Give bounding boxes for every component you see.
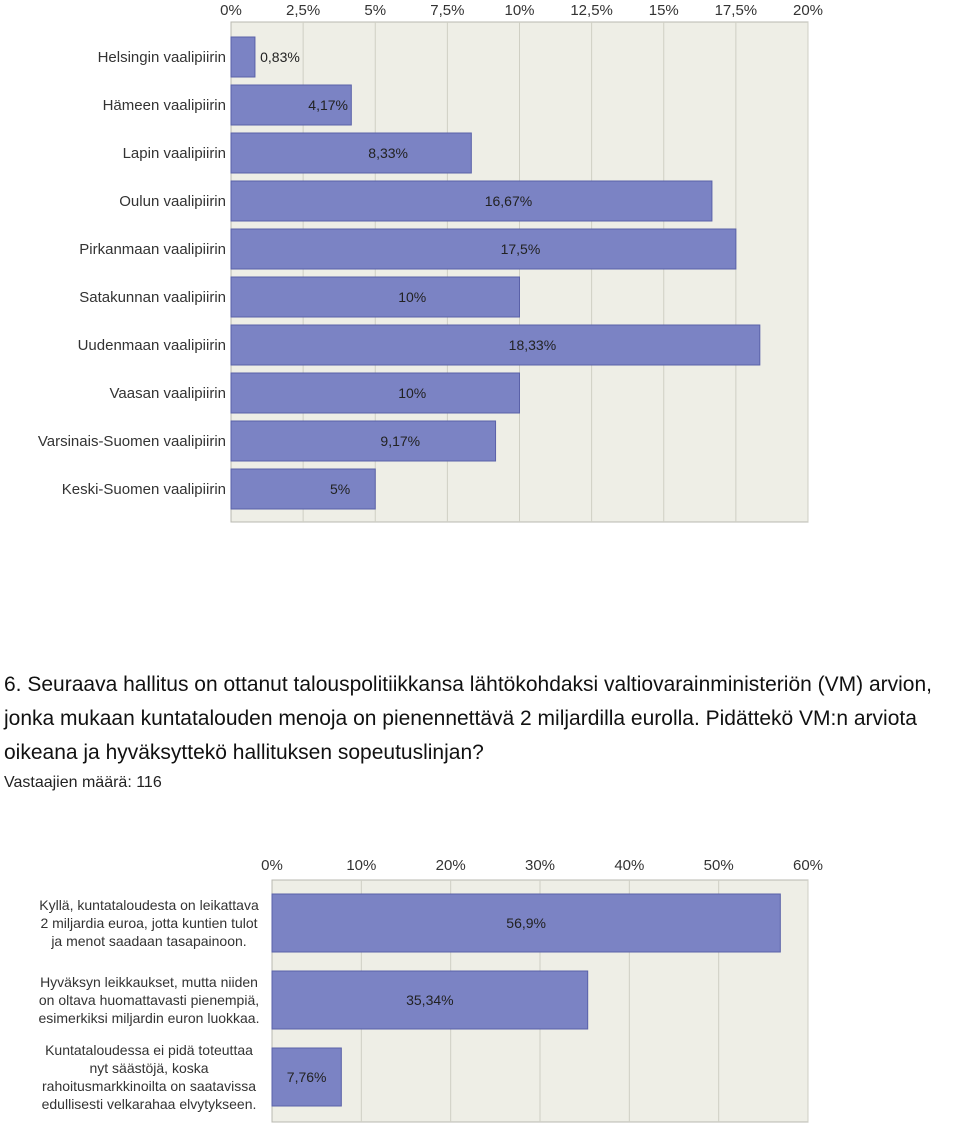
category-label: Pirkanmaan vaalipiirin <box>79 241 226 258</box>
value-label: 10% <box>398 289 427 305</box>
value-label: 16,67% <box>484 193 533 209</box>
value-label: 17,5% <box>500 241 541 257</box>
tick-label: 7,5% <box>430 2 465 19</box>
bar <box>231 37 255 77</box>
value-label: 18,33% <box>508 337 557 353</box>
respondent-count: Vastaajien määrä: 116 <box>4 774 162 791</box>
tick-label: 17,5% <box>714 2 758 19</box>
tick-label: 60% <box>792 857 824 874</box>
category-label: Helsingin vaalipiirin <box>97 49 226 66</box>
tick-label: 2,5% <box>286 2 321 19</box>
category-label: Kuntataloudessa ei pidä toteuttaa nyt säästöjä, koska rahoitusmarkkinoilta on saatavissa edullisesti velkarahaa elvytykseen. <box>41 1042 257 1112</box>
category-label: Hyväksyn leikkaukset, mutta niiden on oltava huomattavasti pienempiä, esimerkiksi miljardin euron luokkaa. <box>38 974 260 1026</box>
tick-label: 50% <box>703 857 734 874</box>
category-label: Varsinais-Suomen vaalipiirin <box>37 433 226 450</box>
tick-label: 10% <box>504 2 535 19</box>
tick-label: 12,5% <box>570 2 613 19</box>
value-label: 9,17% <box>380 433 421 449</box>
value-label: 35,34% <box>406 992 454 1008</box>
tick-label: 0% <box>220 2 242 19</box>
chart-vaalipiiri <box>0 0 960 530</box>
tick-label: 40% <box>614 857 645 874</box>
bar <box>231 373 520 413</box>
category-label: Oulun vaalipiirin <box>119 193 226 210</box>
category-label: Lapin vaalipiirin <box>122 145 226 162</box>
question-title: 6. Seuraava hallitus on ottanut talouspolitiikkansa lähtökohdaksi valtiovarainministeriön (VM) arvion, jonka mukaan kuntatalouden menoja on pienennettävä 2 miljardilla eurolla. Pidättekö VM:n arviota oikeana ja hyväksyttekö hallituksen sopeutuslinjan? <box>4 673 932 764</box>
tick-label: 0% <box>261 857 283 874</box>
value-label: 4,17% <box>308 97 349 113</box>
bar <box>231 133 471 173</box>
value-label: 0,83% <box>260 49 300 65</box>
category-label: Vaasan vaalipiirin <box>109 385 226 402</box>
bar <box>231 181 712 221</box>
category-label: Uudenmaan vaalipiirin <box>77 337 226 354</box>
tick-label: 20% <box>435 857 466 874</box>
bar <box>231 469 375 509</box>
tick-label: 10% <box>346 857 377 874</box>
chart-question-6 <box>0 850 960 1126</box>
category-label: Satakunnan vaalipiirin <box>79 289 226 306</box>
value-label: 10% <box>398 385 427 401</box>
value-label: 5% <box>330 481 351 497</box>
category-label: Kyllä, kuntataloudesta on leikattava 2 miljardia euroa, jotta kuntien tulot ja menot saadaan tasapainoon. <box>39 897 259 949</box>
tick-label: 5% <box>364 2 387 19</box>
tick-label: 30% <box>524 857 556 874</box>
bar <box>231 229 736 269</box>
tick-label: 20% <box>792 2 824 19</box>
bar <box>231 325 760 365</box>
tick-label: 15% <box>648 2 679 19</box>
bar <box>231 421 496 461</box>
category-label: Keski-Suomen vaalipiirin <box>61 481 226 498</box>
value-label: 56,9% <box>506 915 547 931</box>
value-label: 7,76% <box>286 1069 327 1085</box>
bar <box>231 277 520 317</box>
category-label: Hämeen vaalipiirin <box>102 97 226 114</box>
value-label: 8,33% <box>368 145 409 161</box>
